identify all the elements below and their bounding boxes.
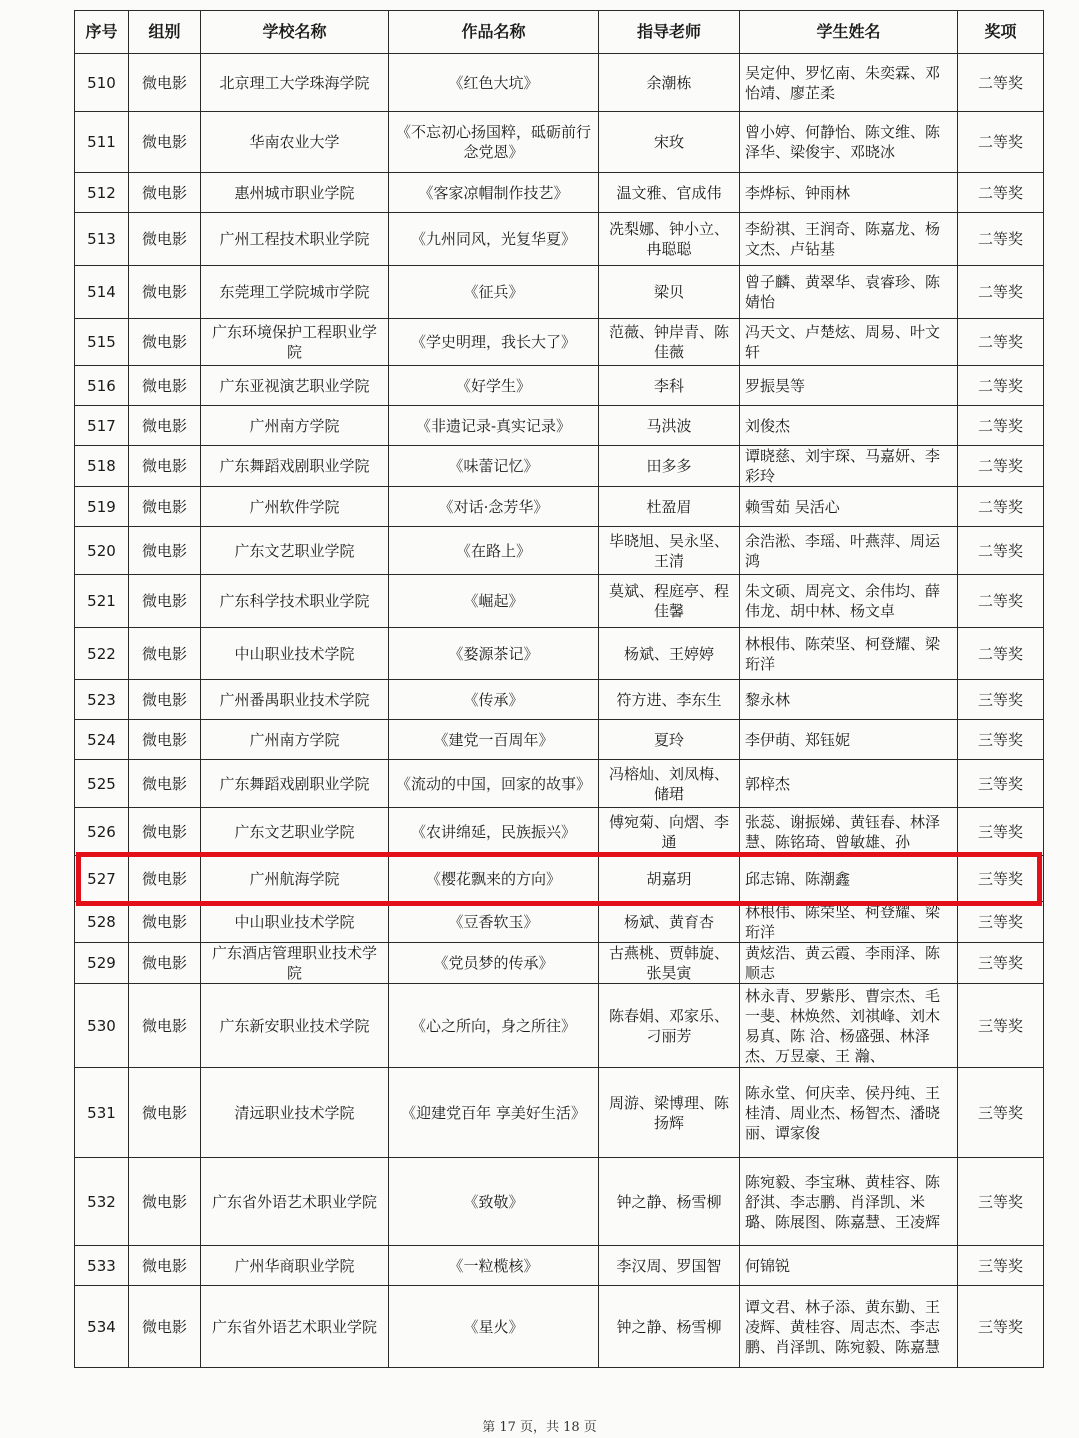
- cell-school: 惠州城市职业学院: [201, 173, 389, 213]
- cell-no: 534: [75, 1286, 129, 1368]
- cell-work: 《党员梦的传承》: [389, 943, 599, 984]
- cell-group: 微电影: [129, 112, 201, 173]
- cell-award: 二等奖: [958, 319, 1044, 366]
- cell-teacher: 马洪波: [599, 406, 740, 446]
- table-row: [75, 720, 1044, 760]
- cell-award: 二等奖: [958, 213, 1044, 266]
- table-row: [75, 856, 1044, 902]
- cell-work: 《樱花飘来的方向》: [389, 856, 599, 902]
- cell-group: 微电影: [129, 266, 201, 319]
- cell-students: 陈宛毅、李宝琳、黄桂容、陈舒淇、李志鹏、肖泽凯、米 璐、陈展图、陈嘉慧、王凌辉: [740, 1158, 958, 1246]
- cell-students: 陈永堂、何庆幸、侯丹纯、王桂清、周业杰、杨智杰、潘晓丽、谭家俊: [740, 1068, 958, 1158]
- awards-table: [74, 10, 1044, 1368]
- cell-group: 微电影: [129, 720, 201, 760]
- cell-teacher: 毕晓旭、吴永坚、王清: [599, 527, 740, 575]
- table-row: [75, 575, 1044, 628]
- cell-students: 张蕊、谢振娣、黄钰春、林泽慧、陈铭琦、曾敏雄、孙: [740, 808, 958, 856]
- cell-group: 微电影: [129, 446, 201, 487]
- cell-award: 三等奖: [958, 984, 1044, 1068]
- cell-students: 黄炫浩、黄云霞、李雨泽、陈顺志: [740, 943, 958, 984]
- cell-students: 余浩淞、李瑶、叶燕萍、周运鸿: [740, 527, 958, 575]
- cell-no: 521: [75, 575, 129, 628]
- cell-work: 《好学生》: [389, 366, 599, 406]
- cell-group: 微电影: [129, 1286, 201, 1368]
- cell-no: 514: [75, 266, 129, 319]
- cell-award: 三等奖: [958, 1246, 1044, 1286]
- cell-work: 《农讲绵延，民族振兴》: [389, 808, 599, 856]
- cell-award: 二等奖: [958, 112, 1044, 173]
- table-row: [75, 213, 1044, 266]
- cell-award: 三等奖: [958, 1068, 1044, 1158]
- cell-students: 曾小婷、何静怡、陈文维、陈泽华、梁俊宇、邓晓冰: [740, 112, 958, 173]
- cell-teacher: 周游、梁博理、陈扬辉: [599, 1068, 740, 1158]
- cell-award: 二等奖: [958, 266, 1044, 319]
- cell-students: 吴定仲、罗忆南、朱奕霖、邓怡靖、廖芷柔: [740, 54, 958, 112]
- cell-work: 《红色大坑》: [389, 54, 599, 112]
- cell-teacher: 傅宛菊、向熠、李通: [599, 808, 740, 856]
- cell-teacher: 莫斌、程庭亭、程佳馨: [599, 575, 740, 628]
- cell-group: 微电影: [129, 760, 201, 808]
- cell-work: 《征兵》: [389, 266, 599, 319]
- cell-no: 511: [75, 112, 129, 173]
- cell-students: 朱文硕、周亮文、余伟均、薛伟龙、胡中林、杨文卓: [740, 575, 958, 628]
- cell-award: 三等奖: [958, 760, 1044, 808]
- cell-teacher: 冯榕灿、刘凤梅、储珺: [599, 760, 740, 808]
- cell-teacher: 杨斌、黄育杏: [599, 902, 740, 943]
- table-row: [75, 54, 1044, 112]
- table-row: [75, 943, 1044, 984]
- cell-no: 531: [75, 1068, 129, 1158]
- cell-teacher: 宋玫: [599, 112, 740, 173]
- header-group: 组别: [129, 11, 201, 54]
- cell-group: 微电影: [129, 173, 201, 213]
- cell-school: 广州软件学院: [201, 487, 389, 527]
- cell-school: 广东舞蹈戏剧职业学院: [201, 760, 389, 808]
- cell-no: 527: [75, 856, 129, 902]
- cell-award: 二等奖: [958, 487, 1044, 527]
- cell-school: 广州航海学院: [201, 856, 389, 902]
- cell-no: 519: [75, 487, 129, 527]
- cell-work: 《建党一百周年》: [389, 720, 599, 760]
- cell-no: 513: [75, 213, 129, 266]
- cell-group: 微电影: [129, 808, 201, 856]
- cell-students: 冯天文、卢楚炫、周易、叶文轩: [740, 319, 958, 366]
- header-no: 序号: [75, 11, 129, 54]
- cell-teacher: 古燕桃、贾韩旋、张昊寅: [599, 943, 740, 984]
- cell-award: 三等奖: [958, 680, 1044, 720]
- cell-school: 华南农业大学: [201, 112, 389, 173]
- cell-work: 《对话·念芳华》: [389, 487, 599, 527]
- cell-group: 微电影: [129, 366, 201, 406]
- cell-no: 524: [75, 720, 129, 760]
- cell-work: 《心之所向，身之所往》: [389, 984, 599, 1068]
- cell-award: 三等奖: [958, 902, 1044, 943]
- cell-group: 微电影: [129, 527, 201, 575]
- table-row: [75, 808, 1044, 856]
- cell-teacher: 杨斌、王婷婷: [599, 628, 740, 680]
- table-row: [75, 446, 1044, 487]
- table-row: [75, 1158, 1044, 1246]
- cell-students: 邱志锦、陈潮鑫: [740, 856, 958, 902]
- cell-no: 518: [75, 446, 129, 487]
- cell-no: 529: [75, 943, 129, 984]
- cell-teacher: 冼梨娜、钟小立、冉聪聪: [599, 213, 740, 266]
- cell-teacher: 陈春娟、邓家乐、刁丽芳: [599, 984, 740, 1068]
- cell-work: 《味蕾记忆》: [389, 446, 599, 487]
- cell-students: 赖雪茹 吴活心: [740, 487, 958, 527]
- cell-no: 523: [75, 680, 129, 720]
- cell-no: 516: [75, 366, 129, 406]
- cell-school: 广东环境保护工程职业学院: [201, 319, 389, 366]
- cell-school: 中山职业技术学院: [201, 902, 389, 943]
- cell-award: 三等奖: [958, 943, 1044, 984]
- cell-teacher: 钟之静、杨雪柳: [599, 1286, 740, 1368]
- cell-award: 二等奖: [958, 366, 1044, 406]
- table-header-row: [75, 11, 1044, 54]
- header-teacher: 指导老师: [599, 11, 740, 54]
- cell-no: 530: [75, 984, 129, 1068]
- cell-school: 广州工程技术职业学院: [201, 213, 389, 266]
- cell-group: 微电影: [129, 902, 201, 943]
- cell-group: 微电影: [129, 487, 201, 527]
- cell-group: 微电影: [129, 1068, 201, 1158]
- cell-students: 郭梓杰: [740, 760, 958, 808]
- cell-no: 522: [75, 628, 129, 680]
- table-row: [75, 628, 1044, 680]
- cell-work: 《婺源茶记》: [389, 628, 599, 680]
- table-row: [75, 112, 1044, 173]
- table-row: [75, 173, 1044, 213]
- cell-students: 谭晓慈、刘宇琛、马嘉妍、李彩玲: [740, 446, 958, 487]
- cell-teacher: 符方进、李东生: [599, 680, 740, 720]
- cell-work: 《星火》: [389, 1286, 599, 1368]
- cell-no: 526: [75, 808, 129, 856]
- page-footer: 第 17 页，共 18 页: [482, 1420, 597, 1435]
- cell-work: 《学史明理，我长大了》: [389, 319, 599, 366]
- cell-students: 谭文君、林子添、黄东勤、王凌辉、黄桂容、周志杰、李志鹏、肖泽凯、陈宛毅、陈嘉慧: [740, 1286, 958, 1368]
- cell-teacher: 范薇、钟岸青、陈佳薇: [599, 319, 740, 366]
- cell-school: 广东科学技术职业学院: [201, 575, 389, 628]
- cell-no: 533: [75, 1246, 129, 1286]
- cell-award: 三等奖: [958, 1286, 1044, 1368]
- cell-school: 广东新安职业技术学院: [201, 984, 389, 1068]
- cell-teacher: 胡嘉玥: [599, 856, 740, 902]
- cell-no: 517: [75, 406, 129, 446]
- cell-school: 广东省外语艺术职业学院: [201, 1286, 389, 1368]
- cell-school: 清远职业技术学院: [201, 1068, 389, 1158]
- cell-teacher: 杜盈眉: [599, 487, 740, 527]
- cell-work: 《豆香软玉》: [389, 902, 599, 943]
- cell-teacher: 梁贝: [599, 266, 740, 319]
- cell-students: 李紛祺、王润奇、陈嘉龙、杨文杰、卢钻基: [740, 213, 958, 266]
- cell-award: 二等奖: [958, 173, 1044, 213]
- cell-award: 二等奖: [958, 628, 1044, 680]
- header-award: 奖项: [958, 11, 1044, 54]
- cell-work: 《在路上》: [389, 527, 599, 575]
- cell-students: 刘俊杰: [740, 406, 958, 446]
- cell-no: 532: [75, 1158, 129, 1246]
- cell-students: 林永青、罗紫彤、曹宗杰、毛一斐、林焕然、刘祺峰、刘木易真、陈 洽、杨盛强、林泽杰、万昱豪、王 瀚、: [740, 984, 958, 1068]
- cell-work: 《非遗记录-真实记录》: [389, 406, 599, 446]
- cell-students: 李伊萌、郑钰妮: [740, 720, 958, 760]
- table-row: [75, 1286, 1044, 1368]
- cell-school: 北京理工大学珠海学院: [201, 54, 389, 112]
- cell-group: 微电影: [129, 54, 201, 112]
- table-row: [75, 760, 1044, 808]
- cell-group: 微电影: [129, 856, 201, 902]
- cell-teacher: 温文雅、官成伟: [599, 173, 740, 213]
- cell-award: 二等奖: [958, 446, 1044, 487]
- cell-no: 520: [75, 527, 129, 575]
- cell-work: 《不忘初心扬国粹，砥砺前行念党恩》: [389, 112, 599, 173]
- cell-students: 曾子麟、黄翠华、袁睿珍、陈婧怡: [740, 266, 958, 319]
- table-row: [75, 319, 1044, 366]
- cell-work: 《致敬》: [389, 1158, 599, 1246]
- header-students: 学生姓名: [740, 11, 958, 54]
- cell-school: 广州番禺职业技术学院: [201, 680, 389, 720]
- cell-group: 微电影: [129, 319, 201, 366]
- header-work: 作品名称: [389, 11, 599, 54]
- cell-students: 林根伟、陈荣坚、柯登耀、梁珩洋: [740, 902, 958, 943]
- table-row: [75, 527, 1044, 575]
- cell-work: 《九州同风，光复华夏》: [389, 213, 599, 266]
- cell-school: 广东文艺职业学院: [201, 527, 389, 575]
- cell-work: 《崛起》: [389, 575, 599, 628]
- cell-teacher: 钟之静、杨雪柳: [599, 1158, 740, 1246]
- table-row: [75, 366, 1044, 406]
- cell-teacher: 田多多: [599, 446, 740, 487]
- cell-no: 525: [75, 760, 129, 808]
- cell-group: 微电影: [129, 680, 201, 720]
- table-row: [75, 902, 1044, 943]
- cell-award: 三等奖: [958, 856, 1044, 902]
- cell-school: 广东酒店管理职业技术学院: [201, 943, 389, 984]
- cell-students: 罗振昊等: [740, 366, 958, 406]
- cell-students: 林根伟、陈荣坚、柯登耀、梁珩洋: [740, 628, 958, 680]
- cell-group: 微电影: [129, 628, 201, 680]
- cell-work: 《客家凉帽制作技艺》: [389, 173, 599, 213]
- cell-group: 微电影: [129, 575, 201, 628]
- cell-school: 中山职业技术学院: [201, 628, 389, 680]
- cell-school: 广东省外语艺术职业学院: [201, 1158, 389, 1246]
- cell-school: 东莞理工学院城市学院: [201, 266, 389, 319]
- cell-teacher: 余潮栋: [599, 54, 740, 112]
- cell-group: 微电影: [129, 943, 201, 984]
- cell-no: 528: [75, 902, 129, 943]
- cell-award: 二等奖: [958, 575, 1044, 628]
- cell-school: 广东舞蹈戏剧职业学院: [201, 446, 389, 487]
- cell-work: 《传承》: [389, 680, 599, 720]
- table-row: [75, 1246, 1044, 1286]
- cell-group: 微电影: [129, 1246, 201, 1286]
- cell-teacher: 李汉周、罗国智: [599, 1246, 740, 1286]
- table-row: [75, 266, 1044, 319]
- cell-students: 何锦锐: [740, 1246, 958, 1286]
- table-row: [75, 406, 1044, 446]
- cell-no: 515: [75, 319, 129, 366]
- table-row: [75, 984, 1044, 1068]
- cell-award: 三等奖: [958, 720, 1044, 760]
- cell-award: 三等奖: [958, 808, 1044, 856]
- header-school: 学校名称: [201, 11, 389, 54]
- cell-no: 510: [75, 54, 129, 112]
- cell-group: 微电影: [129, 406, 201, 446]
- cell-teacher: 夏玲: [599, 720, 740, 760]
- cell-work: 《迎建党百年 享美好生活》: [389, 1068, 599, 1158]
- cell-group: 微电影: [129, 1158, 201, 1246]
- cell-students: 黎永林: [740, 680, 958, 720]
- table-row: [75, 680, 1044, 720]
- table-row: [75, 1068, 1044, 1158]
- cell-teacher: 李科: [599, 366, 740, 406]
- cell-group: 微电影: [129, 213, 201, 266]
- cell-school: 广州南方学院: [201, 720, 389, 760]
- cell-work: 《一粒榄核》: [389, 1246, 599, 1286]
- cell-award: 二等奖: [958, 54, 1044, 112]
- cell-school: 广东亚视演艺职业学院: [201, 366, 389, 406]
- table-row: [75, 487, 1044, 527]
- cell-students: 李烨标、钟雨林: [740, 173, 958, 213]
- cell-no: 512: [75, 173, 129, 213]
- cell-school: 广州华商职业学院: [201, 1246, 389, 1286]
- cell-school: 广东文艺职业学院: [201, 808, 389, 856]
- cell-award: 二等奖: [958, 527, 1044, 575]
- cell-award: 二等奖: [958, 406, 1044, 446]
- cell-award: 三等奖: [958, 1158, 1044, 1246]
- cell-work: 《流动的中国，回家的故事》: [389, 760, 599, 808]
- cell-group: 微电影: [129, 984, 201, 1068]
- cell-school: 广州南方学院: [201, 406, 389, 446]
